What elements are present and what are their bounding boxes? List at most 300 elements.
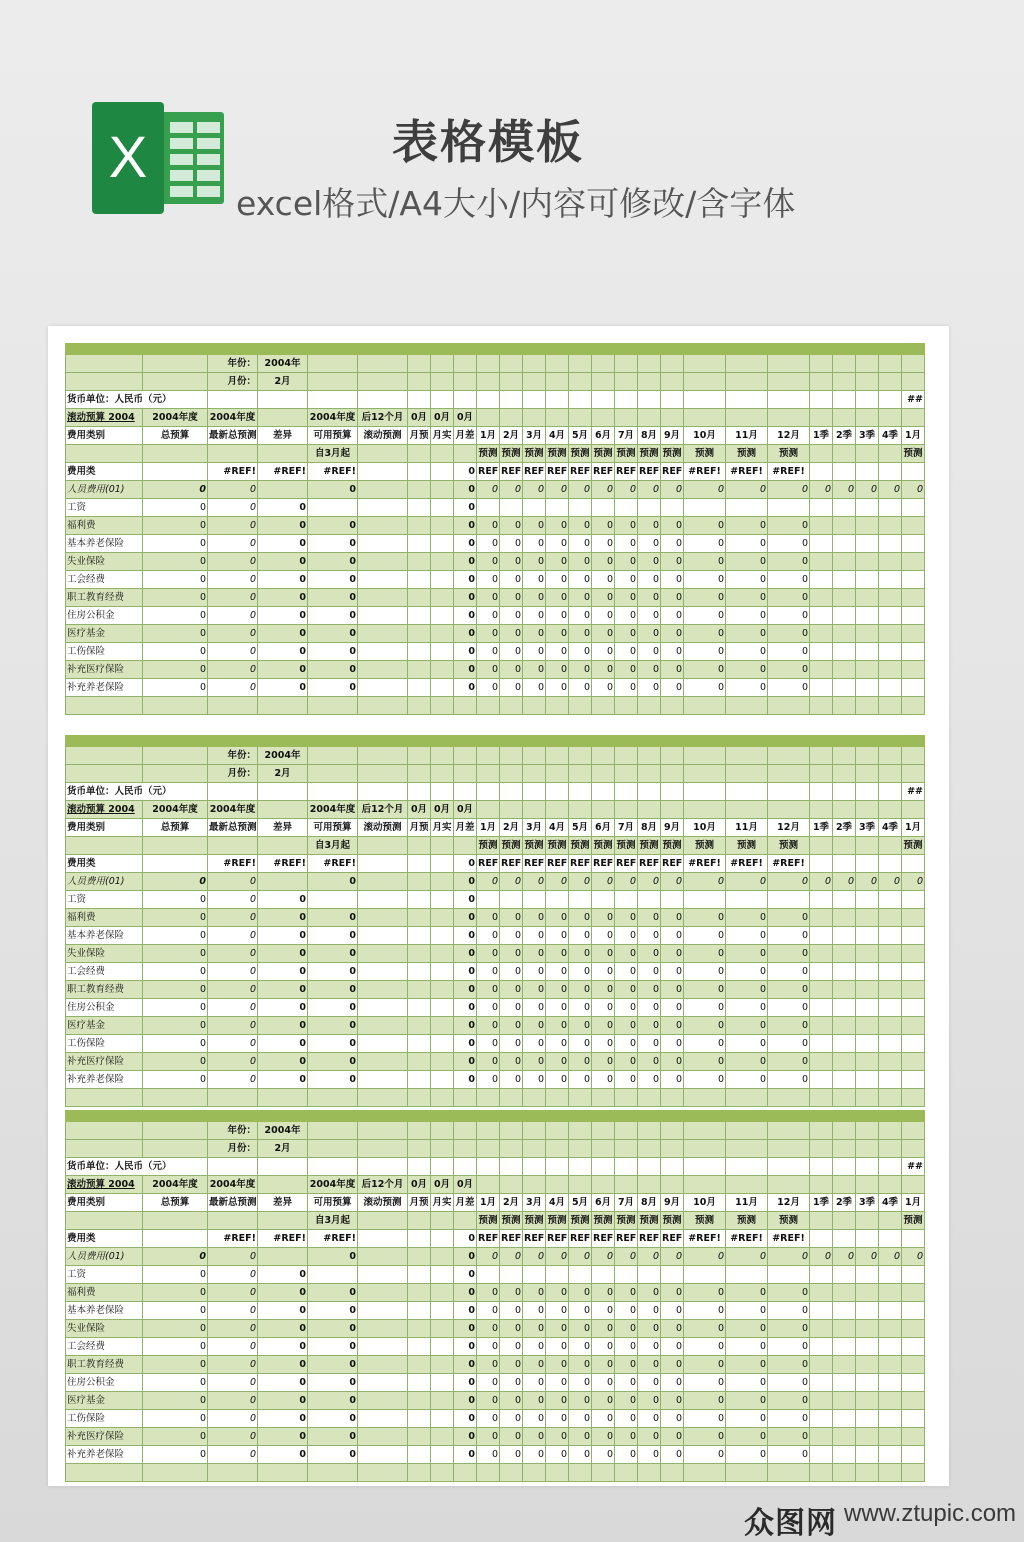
table-cell[interactable]: 0 bbox=[546, 679, 569, 697]
table-cell[interactable] bbox=[726, 344, 768, 355]
table-cell[interactable] bbox=[810, 1338, 833, 1356]
table-cell[interactable] bbox=[408, 747, 431, 765]
table-cell[interactable]: 12月 bbox=[768, 1194, 810, 1212]
table-cell[interactable] bbox=[684, 783, 726, 801]
table-cell[interactable]: 0 bbox=[726, 571, 768, 589]
table-cell[interactable]: 0 bbox=[258, 571, 308, 589]
table-cell[interactable] bbox=[358, 1446, 408, 1464]
table-cell[interactable]: 0 bbox=[569, 1071, 592, 1089]
table-cell[interactable] bbox=[258, 1248, 308, 1266]
table-cell[interactable]: 自3月起 bbox=[308, 837, 358, 855]
table-cell[interactable]: 0 bbox=[308, 873, 358, 891]
table-cell[interactable] bbox=[879, 1392, 902, 1410]
table-cell[interactable] bbox=[856, 1140, 879, 1158]
table-cell[interactable] bbox=[684, 736, 726, 747]
table-cell[interactable]: 0 bbox=[833, 481, 856, 499]
table-cell[interactable] bbox=[638, 373, 661, 391]
table-cell[interactable] bbox=[768, 891, 810, 909]
table-cell[interactable] bbox=[408, 1212, 431, 1230]
table-cell[interactable] bbox=[592, 783, 615, 801]
table-cell[interactable] bbox=[358, 837, 408, 855]
table-cell[interactable] bbox=[902, 1302, 925, 1320]
table-cell[interactable] bbox=[879, 1212, 902, 1230]
table-cell[interactable]: 预测 bbox=[661, 837, 684, 855]
table-cell[interactable]: 0 bbox=[546, 1017, 569, 1035]
table-cell[interactable] bbox=[810, 927, 833, 945]
table-cell[interactable]: 预测 bbox=[638, 445, 661, 463]
table-cell[interactable] bbox=[810, 1071, 833, 1089]
table-cell[interactable]: 0 bbox=[477, 535, 500, 553]
table-cell[interactable] bbox=[66, 765, 143, 783]
table-cell[interactable] bbox=[615, 747, 638, 765]
table-cell[interactable] bbox=[833, 1158, 856, 1176]
table-cell[interactable]: 0 bbox=[569, 1446, 592, 1464]
table-cell[interactable]: 0 bbox=[454, 855, 477, 873]
table-cell[interactable] bbox=[902, 409, 925, 427]
table-cell[interactable]: 预测 bbox=[592, 1212, 615, 1230]
table-cell[interactable]: 2月 bbox=[500, 427, 523, 445]
table-cell[interactable] bbox=[258, 1158, 308, 1176]
table-cell[interactable] bbox=[408, 1071, 431, 1089]
table-cell[interactable] bbox=[726, 499, 768, 517]
table-cell[interactable] bbox=[431, 625, 454, 643]
table-cell[interactable] bbox=[768, 1464, 810, 1482]
table-cell[interactable] bbox=[684, 499, 726, 517]
table-cell[interactable]: 0 bbox=[661, 481, 684, 499]
table-cell[interactable]: 0 bbox=[500, 589, 523, 607]
table-cell[interactable] bbox=[833, 747, 856, 765]
table-cell[interactable]: 0 bbox=[592, 1428, 615, 1446]
table-cell[interactable]: 0 bbox=[726, 1017, 768, 1035]
table-cell[interactable]: 0 bbox=[569, 1392, 592, 1410]
table-cell[interactable]: 0 bbox=[523, 999, 546, 1017]
table-cell[interactable]: 工伤保险 bbox=[66, 1035, 143, 1053]
table-cell[interactable] bbox=[768, 1176, 810, 1194]
table-cell[interactable]: 1季 bbox=[810, 427, 833, 445]
table-cell[interactable] bbox=[902, 553, 925, 571]
table-cell[interactable] bbox=[308, 1158, 358, 1176]
table-cell[interactable] bbox=[902, 643, 925, 661]
table-cell[interactable]: 0 bbox=[308, 517, 358, 535]
table-cell[interactable] bbox=[879, 1071, 902, 1089]
table-cell[interactable] bbox=[833, 643, 856, 661]
table-cell[interactable]: 0 bbox=[592, 1392, 615, 1410]
table-cell[interactable]: 0 bbox=[768, 517, 810, 535]
table-cell[interactable]: 0 bbox=[308, 553, 358, 571]
table-cell[interactable] bbox=[431, 1338, 454, 1356]
table-cell[interactable]: 0 bbox=[477, 873, 500, 891]
table-cell[interactable] bbox=[726, 1266, 768, 1284]
table-cell[interactable]: 0 bbox=[592, 999, 615, 1017]
table-cell[interactable] bbox=[408, 445, 431, 463]
table-cell[interactable] bbox=[661, 783, 684, 801]
table-cell[interactable]: 0 bbox=[592, 661, 615, 679]
table-cell[interactable] bbox=[615, 355, 638, 373]
table-cell[interactable] bbox=[661, 747, 684, 765]
table-cell[interactable] bbox=[615, 891, 638, 909]
table-cell[interactable] bbox=[431, 747, 454, 765]
table-cell[interactable] bbox=[810, 945, 833, 963]
table-cell[interactable]: 0 bbox=[477, 1302, 500, 1320]
table-cell[interactable] bbox=[143, 736, 208, 747]
table-cell[interactable]: 滚动预算 2004 bbox=[66, 409, 143, 427]
table-cell[interactable] bbox=[638, 1089, 661, 1107]
table-cell[interactable] bbox=[258, 1212, 308, 1230]
table-cell[interactable] bbox=[358, 945, 408, 963]
table-cell[interactable]: 0 bbox=[569, 1302, 592, 1320]
table-cell[interactable]: 6月 bbox=[592, 1194, 615, 1212]
table-cell[interactable]: 0 bbox=[500, 535, 523, 553]
table-cell[interactable] bbox=[358, 855, 408, 873]
table-cell[interactable] bbox=[902, 1266, 925, 1284]
table-cell[interactable] bbox=[856, 1266, 879, 1284]
table-cell[interactable]: 0 bbox=[500, 553, 523, 571]
table-cell[interactable] bbox=[592, 1089, 615, 1107]
table-cell[interactable]: 0 bbox=[726, 607, 768, 625]
table-cell[interactable]: 年份： bbox=[208, 355, 258, 373]
table-cell[interactable] bbox=[879, 837, 902, 855]
table-cell[interactable] bbox=[902, 571, 925, 589]
table-cell[interactable] bbox=[454, 837, 477, 855]
table-cell[interactable] bbox=[879, 1089, 902, 1107]
table-cell[interactable] bbox=[523, 1266, 546, 1284]
table-cell[interactable] bbox=[500, 355, 523, 373]
table-cell[interactable] bbox=[879, 1356, 902, 1374]
table-cell[interactable]: 0 bbox=[768, 963, 810, 981]
table-cell[interactable] bbox=[833, 463, 856, 481]
table-cell[interactable] bbox=[431, 963, 454, 981]
table-cell[interactable] bbox=[66, 1089, 143, 1107]
table-cell[interactable] bbox=[592, 1122, 615, 1140]
table-cell[interactable]: 1月 bbox=[902, 819, 925, 837]
table-cell[interactable] bbox=[638, 1176, 661, 1194]
table-cell[interactable] bbox=[431, 1392, 454, 1410]
table-cell[interactable]: 3月 bbox=[523, 1194, 546, 1212]
table-cell[interactable]: 0 bbox=[768, 1356, 810, 1374]
table-cell[interactable]: 0 bbox=[768, 909, 810, 927]
table-cell[interactable]: REF bbox=[546, 1230, 569, 1248]
table-cell[interactable] bbox=[902, 927, 925, 945]
table-cell[interactable] bbox=[592, 1158, 615, 1176]
table-cell[interactable]: #REF! bbox=[208, 1230, 258, 1248]
table-cell[interactable]: 0 bbox=[569, 1053, 592, 1071]
table-cell[interactable]: 0 bbox=[592, 945, 615, 963]
table-cell[interactable]: 月实 bbox=[431, 427, 454, 445]
table-cell[interactable]: 0 bbox=[143, 679, 208, 697]
table-cell[interactable] bbox=[879, 1017, 902, 1035]
table-cell[interactable] bbox=[523, 373, 546, 391]
table-cell[interactable] bbox=[856, 1122, 879, 1140]
table-cell[interactable]: 0 bbox=[661, 963, 684, 981]
table-cell[interactable]: 月预 bbox=[408, 1194, 431, 1212]
table-cell[interactable] bbox=[408, 1284, 431, 1302]
table-cell[interactable]: 2004年度 bbox=[308, 409, 358, 427]
table-cell[interactable]: 0月 bbox=[431, 1176, 454, 1194]
table-cell[interactable] bbox=[308, 355, 358, 373]
table-cell[interactable]: 0 bbox=[500, 1071, 523, 1089]
table-cell[interactable]: 0 bbox=[308, 589, 358, 607]
table-cell[interactable] bbox=[258, 481, 308, 499]
table-cell[interactable]: REF bbox=[477, 463, 500, 481]
table-cell[interactable] bbox=[879, 783, 902, 801]
table-cell[interactable] bbox=[902, 1338, 925, 1356]
table-cell[interactable] bbox=[358, 1248, 408, 1266]
table-cell[interactable]: 补充医疗保险 bbox=[66, 661, 143, 679]
table-cell[interactable] bbox=[856, 391, 879, 409]
table-cell[interactable] bbox=[546, 891, 569, 909]
table-cell[interactable] bbox=[833, 355, 856, 373]
table-cell[interactable]: 0 bbox=[768, 1284, 810, 1302]
table-cell[interactable]: 0 bbox=[523, 1071, 546, 1089]
table-cell[interactable]: 0 bbox=[454, 1302, 477, 1320]
table-cell[interactable]: 滚动预算 2004 bbox=[66, 801, 143, 819]
table-cell[interactable]: 0 bbox=[477, 571, 500, 589]
table-cell[interactable]: 0 bbox=[258, 1266, 308, 1284]
table-cell[interactable] bbox=[408, 891, 431, 909]
table-cell[interactable]: 0 bbox=[592, 517, 615, 535]
table-cell[interactable] bbox=[833, 661, 856, 679]
table-cell[interactable]: 2004年度 bbox=[143, 801, 208, 819]
table-cell[interactable]: 0月 bbox=[454, 801, 477, 819]
table-cell[interactable]: 0 bbox=[879, 481, 902, 499]
table-cell[interactable]: 0月 bbox=[454, 409, 477, 427]
table-cell[interactable] bbox=[143, 765, 208, 783]
table-cell[interactable]: 0 bbox=[592, 607, 615, 625]
table-cell[interactable] bbox=[684, 1464, 726, 1482]
table-cell[interactable]: 0 bbox=[569, 1017, 592, 1035]
table-cell[interactable]: 0 bbox=[684, 589, 726, 607]
table-cell[interactable] bbox=[523, 355, 546, 373]
table-cell[interactable] bbox=[833, 999, 856, 1017]
table-cell[interactable]: 0 bbox=[208, 873, 258, 891]
table-cell[interactable] bbox=[833, 1212, 856, 1230]
table-cell[interactable] bbox=[308, 697, 358, 715]
table-cell[interactable]: 0 bbox=[546, 1320, 569, 1338]
table-cell[interactable]: 0 bbox=[638, 1302, 661, 1320]
table-cell[interactable] bbox=[208, 783, 258, 801]
table-cell[interactable]: 0 bbox=[684, 535, 726, 553]
table-cell[interactable] bbox=[569, 1111, 592, 1122]
table-cell[interactable]: 自3月起 bbox=[308, 445, 358, 463]
table-cell[interactable] bbox=[661, 1266, 684, 1284]
table-cell[interactable] bbox=[902, 1374, 925, 1392]
table-cell[interactable]: REF bbox=[615, 855, 638, 873]
table-cell[interactable] bbox=[358, 481, 408, 499]
table-cell[interactable] bbox=[879, 1035, 902, 1053]
table-cell[interactable] bbox=[879, 1122, 902, 1140]
table-cell[interactable]: 0 bbox=[879, 873, 902, 891]
table-cell[interactable]: 0 bbox=[500, 873, 523, 891]
table-cell[interactable]: 0 bbox=[684, 927, 726, 945]
table-cell[interactable]: 0 bbox=[856, 481, 879, 499]
table-cell[interactable] bbox=[684, 391, 726, 409]
table-cell[interactable] bbox=[66, 344, 143, 355]
table-cell[interactable]: 0 bbox=[902, 481, 925, 499]
table-cell[interactable]: 0 bbox=[500, 1410, 523, 1428]
table-cell[interactable] bbox=[833, 1356, 856, 1374]
table-cell[interactable]: 0 bbox=[768, 1035, 810, 1053]
table-cell[interactable] bbox=[684, 1111, 726, 1122]
table-cell[interactable]: 0 bbox=[308, 1320, 358, 1338]
table-cell[interactable] bbox=[431, 945, 454, 963]
table-cell[interactable] bbox=[856, 855, 879, 873]
table-cell[interactable] bbox=[833, 1392, 856, 1410]
table-cell[interactable]: 失业保险 bbox=[66, 1320, 143, 1338]
table-cell[interactable]: 0 bbox=[684, 1284, 726, 1302]
table-cell[interactable] bbox=[431, 1071, 454, 1089]
table-cell[interactable]: 0 bbox=[726, 661, 768, 679]
table-cell[interactable] bbox=[500, 1158, 523, 1176]
table-cell[interactable]: 0 bbox=[546, 963, 569, 981]
table-cell[interactable]: REF bbox=[569, 463, 592, 481]
table-cell[interactable]: 0 bbox=[768, 1248, 810, 1266]
table-cell[interactable] bbox=[408, 736, 431, 747]
table-cell[interactable]: 差异 bbox=[258, 819, 308, 837]
table-cell[interactable]: 0 bbox=[477, 1017, 500, 1035]
table-cell[interactable] bbox=[500, 1140, 523, 1158]
table-cell[interactable]: 0 bbox=[615, 1017, 638, 1035]
table-cell[interactable] bbox=[358, 625, 408, 643]
table-cell[interactable]: 0 bbox=[684, 1356, 726, 1374]
table-cell[interactable] bbox=[500, 1176, 523, 1194]
table-cell[interactable]: 0 bbox=[726, 1071, 768, 1089]
table-cell[interactable]: 0 bbox=[208, 553, 258, 571]
table-cell[interactable]: 预测 bbox=[546, 1212, 569, 1230]
table-cell[interactable]: 0 bbox=[143, 643, 208, 661]
table-cell[interactable]: REF bbox=[523, 1230, 546, 1248]
table-cell[interactable] bbox=[500, 1266, 523, 1284]
table-cell[interactable]: 预测 bbox=[546, 837, 569, 855]
table-cell[interactable]: 工伤保险 bbox=[66, 1410, 143, 1428]
table-cell[interactable] bbox=[546, 697, 569, 715]
table-cell[interactable] bbox=[308, 499, 358, 517]
table-cell[interactable] bbox=[902, 1446, 925, 1464]
table-cell[interactable] bbox=[500, 747, 523, 765]
table-cell[interactable]: 基本养老保险 bbox=[66, 927, 143, 945]
table-cell[interactable] bbox=[856, 1111, 879, 1122]
table-cell[interactable]: 0 bbox=[308, 625, 358, 643]
table-cell[interactable]: 1月 bbox=[902, 427, 925, 445]
table-cell[interactable]: 0 bbox=[143, 589, 208, 607]
table-cell[interactable]: 预测 bbox=[638, 1212, 661, 1230]
table-cell[interactable]: 0 bbox=[546, 1428, 569, 1446]
table-cell[interactable] bbox=[258, 1089, 308, 1107]
table-cell[interactable]: 0 bbox=[500, 481, 523, 499]
table-cell[interactable]: 0 bbox=[454, 589, 477, 607]
table-cell[interactable]: 0 bbox=[143, 963, 208, 981]
table-cell[interactable] bbox=[66, 1140, 143, 1158]
table-cell[interactable] bbox=[431, 481, 454, 499]
table-cell[interactable] bbox=[358, 571, 408, 589]
table-cell[interactable] bbox=[546, 765, 569, 783]
table-cell[interactable] bbox=[431, 999, 454, 1017]
table-cell[interactable]: 0 bbox=[546, 571, 569, 589]
table-cell[interactable]: 0 bbox=[454, 1428, 477, 1446]
table-cell[interactable]: 2月 bbox=[500, 1194, 523, 1212]
table-cell[interactable]: 工会经费 bbox=[66, 571, 143, 589]
table-cell[interactable]: 0 bbox=[258, 1053, 308, 1071]
table-cell[interactable] bbox=[592, 355, 615, 373]
table-cell[interactable]: 0 bbox=[143, 571, 208, 589]
table-cell[interactable]: 0 bbox=[208, 1320, 258, 1338]
table-cell[interactable]: 10月 bbox=[684, 1194, 726, 1212]
table-cell[interactable] bbox=[615, 801, 638, 819]
table-cell[interactable]: 0 bbox=[454, 1035, 477, 1053]
table-cell[interactable] bbox=[308, 1266, 358, 1284]
table-cell[interactable] bbox=[408, 679, 431, 697]
table-cell[interactable] bbox=[661, 1176, 684, 1194]
table-cell[interactable] bbox=[615, 783, 638, 801]
table-cell[interactable]: 0 bbox=[143, 517, 208, 535]
table-cell[interactable] bbox=[879, 535, 902, 553]
table-cell[interactable] bbox=[66, 736, 143, 747]
table-cell[interactable]: 0 bbox=[638, 1338, 661, 1356]
table-cell[interactable] bbox=[408, 697, 431, 715]
table-cell[interactable] bbox=[726, 373, 768, 391]
table-cell[interactable] bbox=[856, 891, 879, 909]
table-cell[interactable]: 0 bbox=[768, 945, 810, 963]
table-cell[interactable]: 0 bbox=[592, 1374, 615, 1392]
table-cell[interactable]: 0 bbox=[523, 625, 546, 643]
table-cell[interactable] bbox=[810, 463, 833, 481]
table-cell[interactable] bbox=[592, 344, 615, 355]
table-cell[interactable] bbox=[856, 607, 879, 625]
table-cell[interactable]: 0 bbox=[569, 661, 592, 679]
table-cell[interactable]: 0 bbox=[661, 607, 684, 625]
table-cell[interactable]: 0 bbox=[592, 1410, 615, 1428]
table-cell[interactable] bbox=[833, 1428, 856, 1446]
table-cell[interactable]: 2004年 bbox=[258, 1122, 308, 1140]
table-cell[interactable] bbox=[592, 1464, 615, 1482]
table-cell[interactable] bbox=[810, 747, 833, 765]
table-cell[interactable]: 0 bbox=[477, 1035, 500, 1053]
table-cell[interactable]: REF bbox=[500, 463, 523, 481]
table-cell[interactable] bbox=[408, 625, 431, 643]
table-cell[interactable]: 0 bbox=[569, 1035, 592, 1053]
table-cell[interactable]: 预测 bbox=[592, 837, 615, 855]
table-cell[interactable]: 0 bbox=[208, 607, 258, 625]
table-cell[interactable]: 0 bbox=[592, 679, 615, 697]
table-cell[interactable] bbox=[569, 1140, 592, 1158]
table-cell[interactable] bbox=[768, 747, 810, 765]
table-cell[interactable]: 0 bbox=[768, 1017, 810, 1035]
table-cell[interactable] bbox=[308, 747, 358, 765]
table-cell[interactable] bbox=[431, 1212, 454, 1230]
table-cell[interactable]: 0 bbox=[454, 1392, 477, 1410]
table-cell[interactable] bbox=[638, 499, 661, 517]
table-cell[interactable]: 0 bbox=[768, 1446, 810, 1464]
table-cell[interactable] bbox=[431, 981, 454, 999]
table-cell[interactable]: 0 bbox=[592, 1071, 615, 1089]
table-cell[interactable] bbox=[810, 1158, 833, 1176]
table-cell[interactable] bbox=[726, 1140, 768, 1158]
table-cell[interactable]: 预测 bbox=[638, 837, 661, 855]
table-cell[interactable] bbox=[408, 1428, 431, 1446]
table-cell[interactable] bbox=[726, 765, 768, 783]
table-cell[interactable]: 0 bbox=[726, 589, 768, 607]
table-cell[interactable] bbox=[810, 1089, 833, 1107]
table-cell[interactable] bbox=[592, 891, 615, 909]
table-cell[interactable] bbox=[768, 1089, 810, 1107]
table-cell[interactable]: 0 bbox=[523, 963, 546, 981]
table-cell[interactable] bbox=[833, 891, 856, 909]
table-cell[interactable] bbox=[856, 1320, 879, 1338]
table-cell[interactable]: 0 bbox=[477, 981, 500, 999]
table-cell[interactable]: 0 bbox=[592, 1446, 615, 1464]
table-cell[interactable]: 6月 bbox=[592, 427, 615, 445]
table-cell[interactable] bbox=[902, 1230, 925, 1248]
table-cell[interactable]: REF bbox=[500, 855, 523, 873]
